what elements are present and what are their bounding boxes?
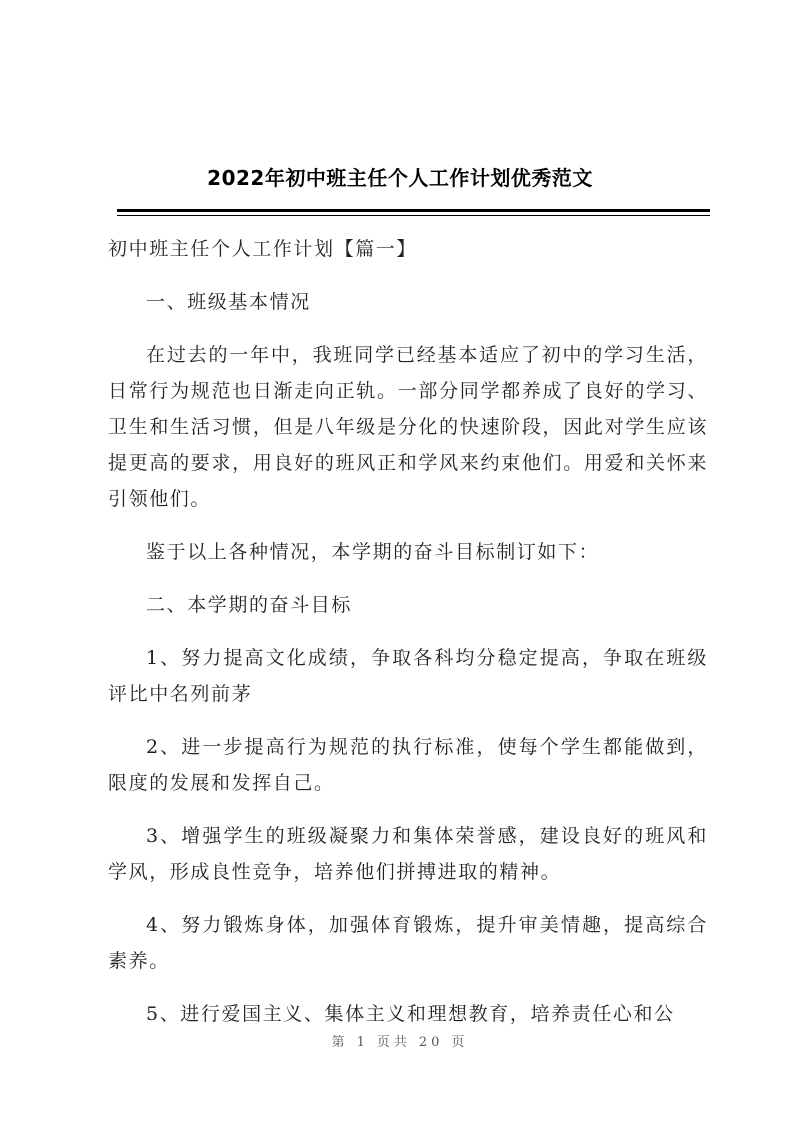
paragraph-goals-intro: 鉴于以上各种情况，本学期的奋斗目标制订如下： (146, 541, 600, 563)
article-heading: 初中班主任个人工作计划【篇一】 (108, 238, 418, 260)
paragraph-class-situation: 在过去的一年中，我班同学已经基本适应了初中的学习生活，日常行为规范也日渐走向正轨。一部分同学都养成了良好的学习、卫生和生活习惯，但是八年级是分化的快速阶段，因此对学生应该提更高的要求，用良好的班风正和学风来约束他们。用爱和关怀来引领他们。 (108, 344, 708, 510)
footer-prefix: 第 (331, 1035, 349, 1050)
document-body (108, 231, 708, 1049)
footer-middle: 页共 (376, 1035, 411, 1050)
footer-page-number: 1 (356, 1035, 369, 1050)
goal-item-5: 5、进行爱国主义、集体主义和理想教育，培养责任心和公 (146, 1003, 675, 1025)
goal-item-2: 2、进一步提高行为规范的执行标准，使每个学生都能做到，限度的发展和发挥自己。 (108, 736, 708, 794)
section-heading-basic-situation: 一、班级基本情况 (146, 291, 311, 313)
section-heading-goals: 二、本学期的奋斗目标 (146, 594, 353, 616)
document-title: 2022年初中班主任个人工作计划优秀范文 (207, 166, 593, 190)
goal-item-4: 4、努力锻炼身体，加强体育锻炼，提升审美情趣，提高综合素养。 (108, 914, 708, 972)
goal-item-1: 1、努力提高文化成绩，争取各科均分稳定提高，争取在班级评比中名列前茅 (108, 647, 708, 705)
page-footer (0, 1031, 800, 1050)
footer-suffix: 页 (451, 1035, 469, 1050)
footer-total-pages: 20 (418, 1035, 444, 1050)
title-rule-thick (117, 209, 710, 212)
title-rule-thin (117, 215, 710, 216)
goal-item-3: 3、增强学生的班级凝聚力和集体荣誉感，建设良好的班风和学风，形成良性竞争，培养他们拼搏进取的精神。 (108, 825, 708, 883)
